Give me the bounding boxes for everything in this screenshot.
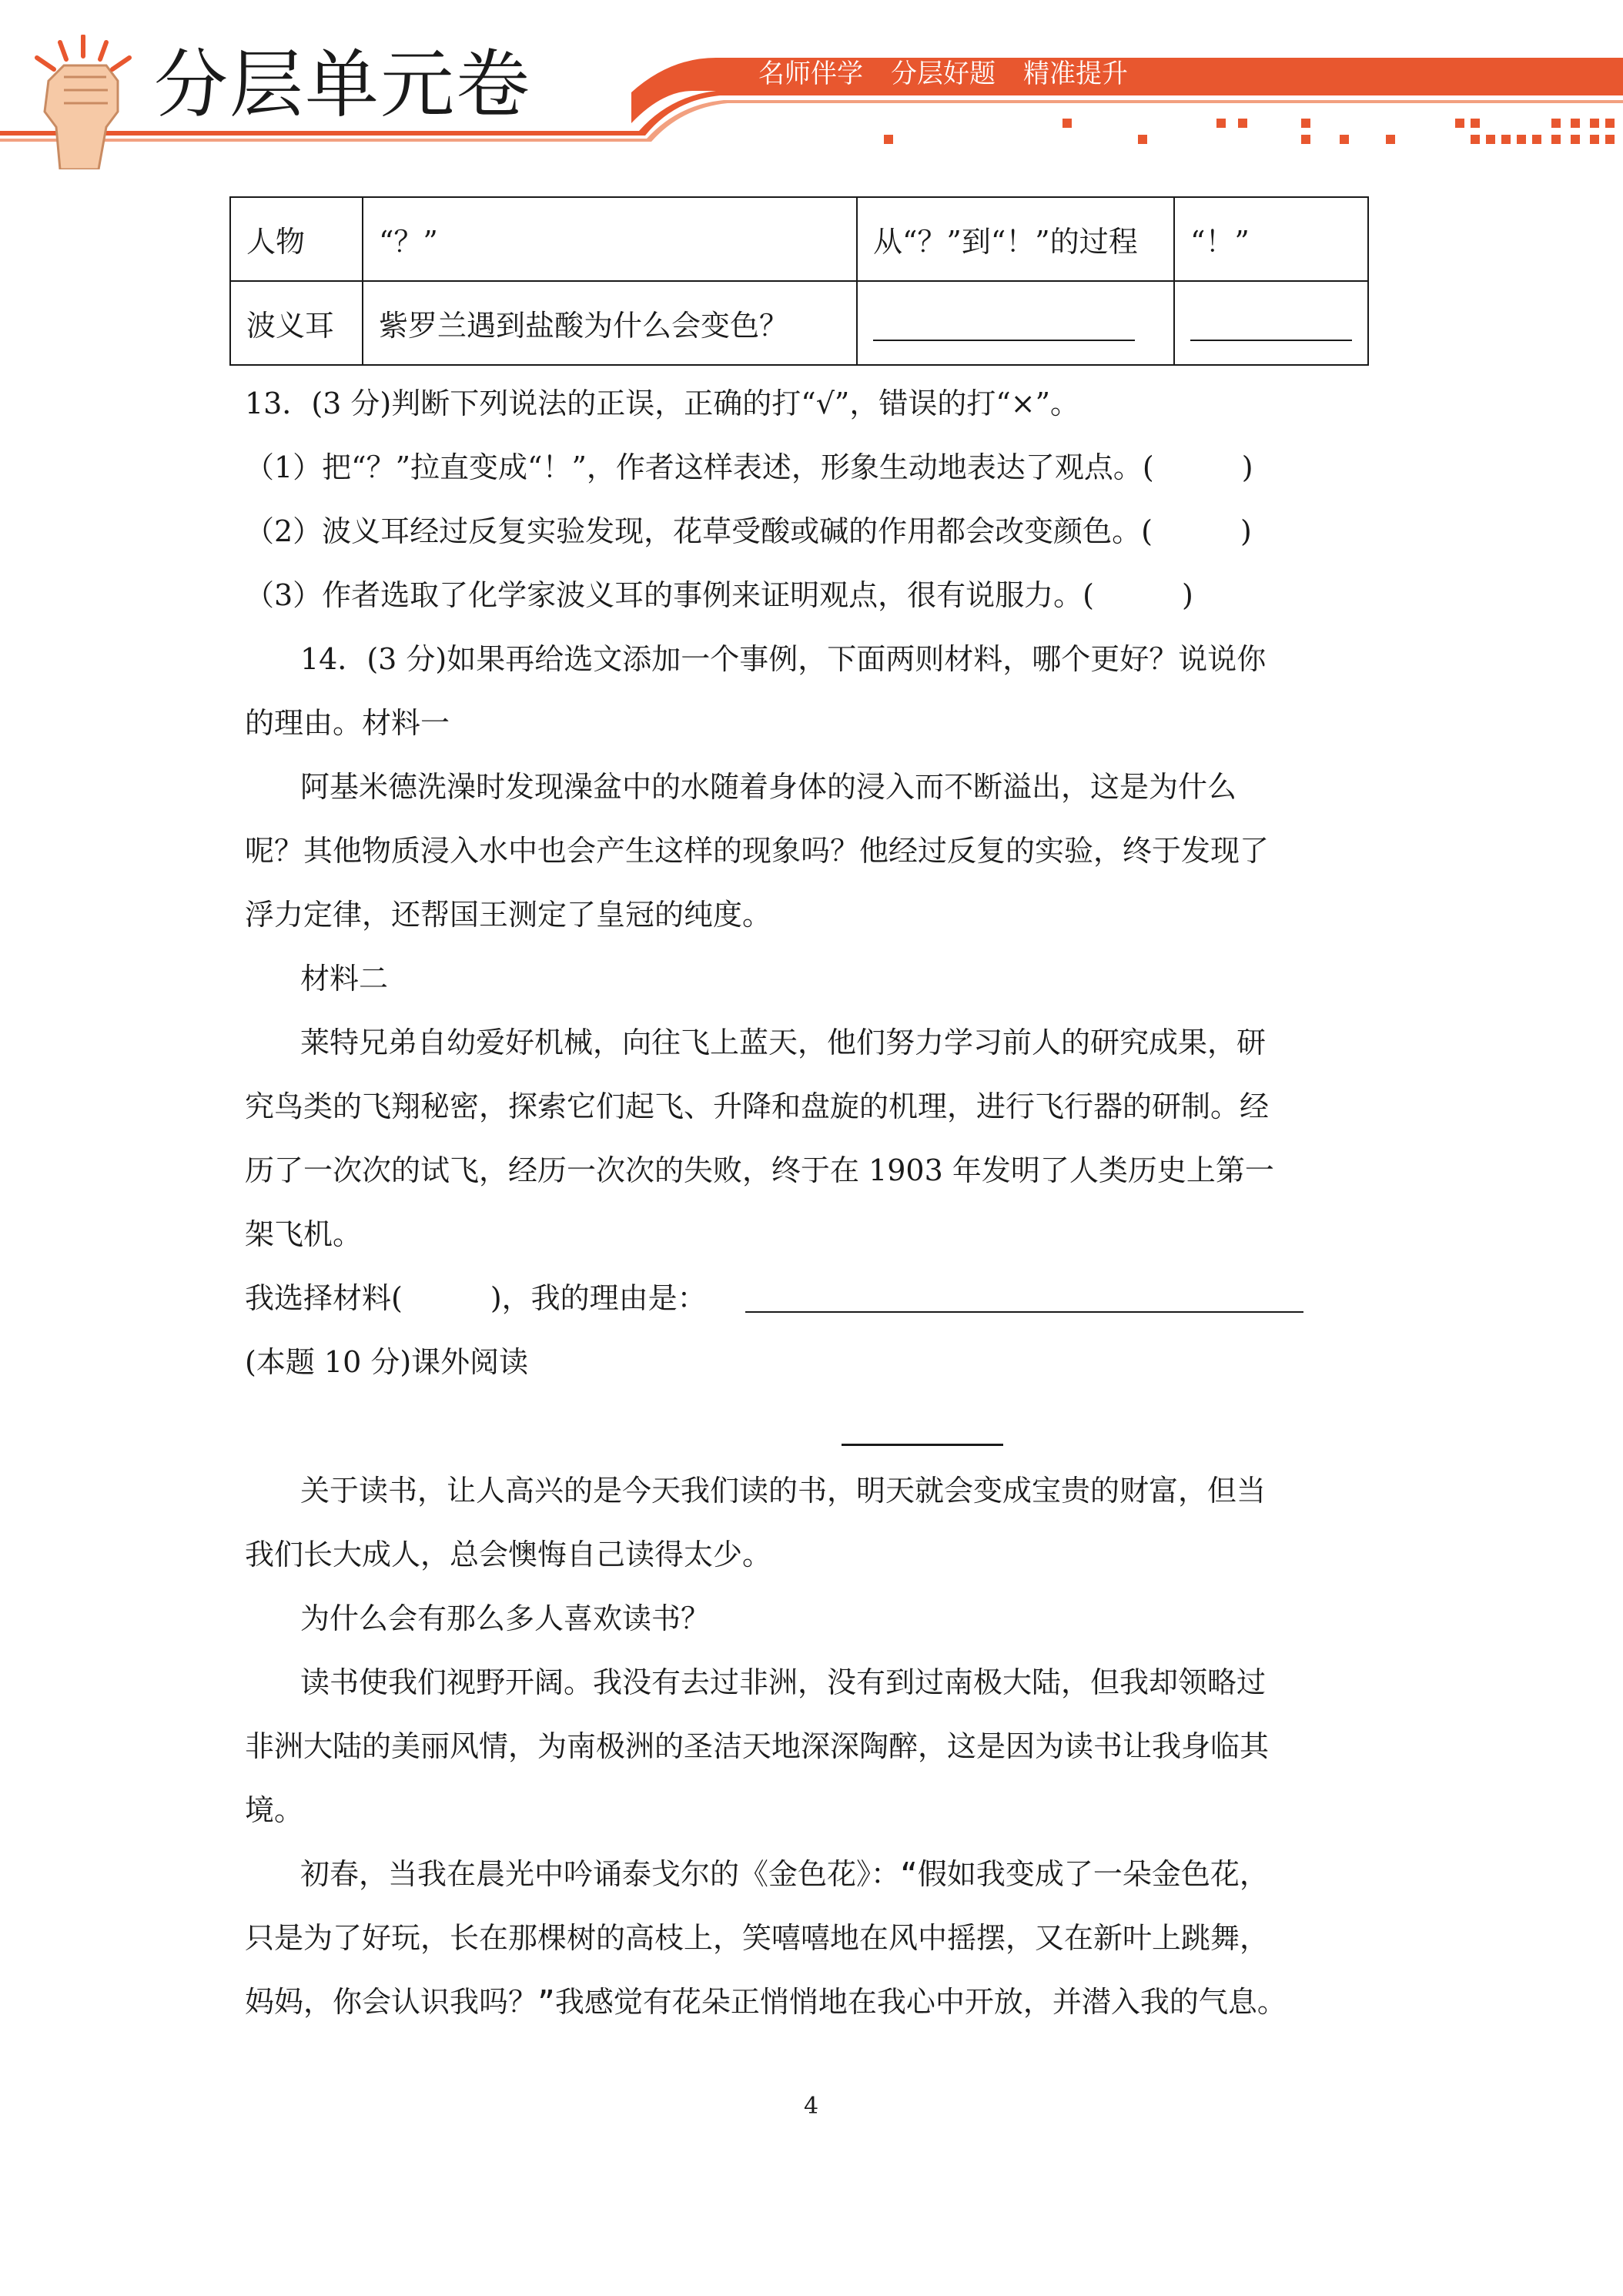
page-header — [0, 0, 1623, 154]
answer-blank-line[interactable] — [873, 340, 1135, 341]
table-header-cell: “！” — [1174, 197, 1368, 281]
table-cell: 紫罗兰遇到盐酸为什么会变色？ — [363, 281, 857, 365]
material-text: 阿基米德洗澡时发现澡盆中的水随着身体的浸入而不断溢出，这是为什么 — [300, 770, 1237, 804]
fist-icon — [22, 35, 137, 169]
title-blank-line[interactable] — [842, 1444, 1003, 1446]
table-cell: 波义耳 — [230, 281, 363, 365]
reading-text: 初春，当我在晨光中吟诵泰戈尔的《金色花》：“假如我变成了一朵金色花， — [300, 1857, 1269, 1891]
material-text: 架飞机。 — [245, 1217, 363, 1251]
section-label: (本题 10 分)课外阅读 — [245, 1345, 529, 1379]
q13-item[interactable]: （3）作者选取了化学家波义耳的事例来证明观点，很有说服力。( ) — [245, 578, 1193, 612]
reading-text: 非洲大陆的美丽风情，为南极洲的圣洁天地深深陶醉，这是因为读书让我身临其 — [245, 1729, 1270, 1763]
reading-text: 为什么会有那么多人喜欢读书？ — [300, 1602, 711, 1635]
table-header-cell: 从“？”到“！”的过程 — [857, 197, 1174, 281]
material-text: 究鸟类的飞翔秘密，探索它们起飞、升降和盘旋的机理，进行飞行器的研制。经 — [245, 1089, 1270, 1123]
material-text: 呢？其他物质浸入水中也会产生这样的现象吗？他经过反复的实验，终于发现了 — [245, 834, 1270, 868]
table-header-row — [230, 197, 1368, 281]
q14-stem: 14．(3 分)如果再给选文添加一个事例，下面两则材料，哪个更好？说说你 — [300, 642, 1267, 676]
material-text: 浮力定律，还帮国王测定了皇冠的纯度。 — [245, 898, 772, 932]
table-header-cell: “？” — [363, 197, 857, 281]
slogan-item: 分层好题 — [891, 59, 996, 89]
answer-line[interactable] — [245, 1281, 1384, 1315]
q14-stem: 的理由。材料一 — [245, 706, 450, 740]
reading-text: 境。 — [245, 1793, 304, 1827]
material-text: 历了一次次的试飞，经历一次次的失败，终于在 1903 年发明了人类历史上第一 — [245, 1153, 1274, 1187]
answer-blank-line[interactable] — [1190, 340, 1352, 341]
slogan-item: 名师伴学 — [758, 59, 863, 89]
answer-blank-line[interactable] — [745, 1311, 1303, 1313]
q13-item[interactable]: （1）把“？”拉直变成“！”，作者这样表述，形象生动地表达了观点。( ) — [245, 450, 1253, 484]
reading-text: 我们长大成人，总会懊悔自己读得太少。 — [245, 1538, 772, 1571]
q13-stem: 13．(3 分)判断下列说法的正误，正确的打“√”，错误的打“×”。 — [245, 387, 1080, 420]
material-title: 材料二 — [300, 962, 389, 996]
brand-title: 分层单元卷 — [154, 42, 531, 128]
reading-text: 只是为了好玩，长在那棵树的高枝上，笑嘻嘻地在风中摇摆，又在新叶上跳舞， — [245, 1921, 1270, 1955]
header-slogan — [758, 61, 1128, 87]
answer-blank-cell[interactable] — [1174, 281, 1368, 365]
answer-table — [229, 196, 1369, 366]
reading-text: 关于读书，让人高兴的是今天我们读的书，明天就会变成宝贵的财富，但当 — [300, 1474, 1267, 1508]
answer-blank-cell[interactable] — [857, 281, 1174, 365]
table-row — [230, 281, 1368, 365]
reading-text: 读书使我们视野开阔。我没有去过非洲，没有到过南极大陆，但我却领略过 — [300, 1665, 1267, 1699]
reading-text: 妈妈，你会认识我吗？”我感觉有花朵正悄悄地在我心中开放，并潜入我的气息。 — [245, 1985, 1287, 2019]
material-text: 莱特兄弟自幼爱好机械，向往飞上蓝天，他们努力学习前人的研究成果，研 — [300, 1026, 1267, 1059]
q13-item[interactable]: （2）波义耳经过反复实验发现，花草受酸或碱的作用都会改变颜色。( ) — [245, 514, 1252, 548]
page-number: 4 — [804, 2093, 819, 2120]
answer-prefix: 我选择材料( )，我的理由是： — [245, 1281, 707, 1315]
table-header-cell: 人物 — [230, 197, 363, 281]
slogan-item: 精准提升 — [1023, 59, 1128, 89]
